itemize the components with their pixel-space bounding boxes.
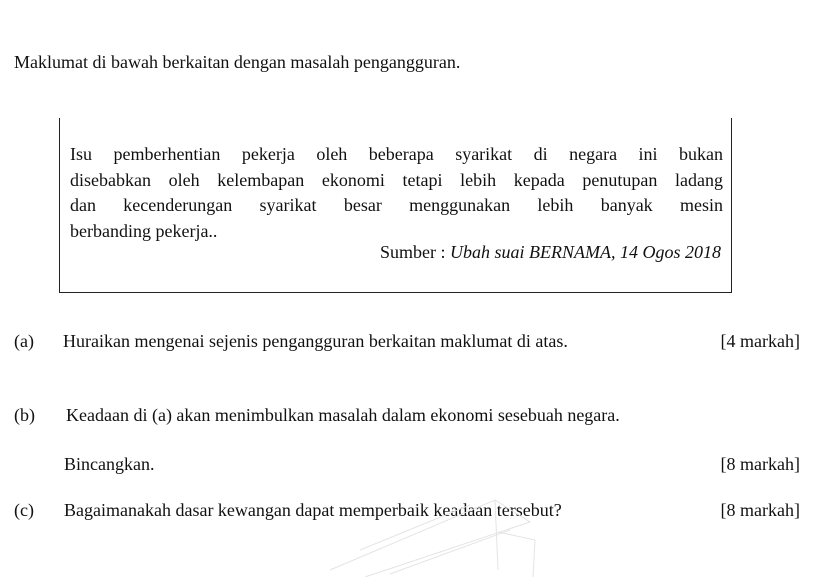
question-a-marks: [4 markah]: [720, 331, 800, 351]
question-b-text: Keadaan di (a) akan menimbulkan masalah dalam ekonomi sesebuah negara.: [66, 405, 620, 425]
question-a-label: (a): [14, 331, 34, 351]
question-b-marks: [8 markah]: [720, 454, 800, 474]
question-b-instruction: Bincangkan.: [64, 454, 155, 474]
excerpt-source: [380, 242, 721, 263]
intro-text: Maklumat di bawah berkaitan dengan masalah pengangguran.: [14, 52, 461, 72]
excerpt-paragraph: [70, 142, 723, 244]
source-citation: Ubah suai BERNAMA, 14 Ogos 2018: [450, 242, 721, 262]
excerpt-line: berbanding pekerja..: [70, 220, 218, 241]
excerpt-line: disebabkan oleh kelembapan ekonomi tetapi lebih kepada penutupan ladang: [70, 169, 723, 190]
question-c-label: (c): [14, 500, 34, 520]
question-c-marks: [8 markah]: [720, 500, 800, 520]
excerpt-line: Isu pemberhentian pekerja oleh beberapa syarikat di negara ini bukan: [70, 144, 723, 164]
question-c-text: Bagaimanakah dasar kewangan dapat memperbaik keadaan tersebut?: [64, 500, 562, 520]
source-prefix: Sumber :: [380, 242, 451, 262]
excerpt-line: dan kecenderungan syarikat besar menggunakan lebih banyak mesin: [70, 195, 723, 215]
faint-sketch-lines: [320, 470, 540, 577]
question-b-label: (b): [14, 405, 35, 425]
excerpt-box: [59, 118, 732, 293]
question-a-text: Huraikan mengenai sejenis pengangguran berkaitan maklumat di atas.: [63, 331, 568, 351]
